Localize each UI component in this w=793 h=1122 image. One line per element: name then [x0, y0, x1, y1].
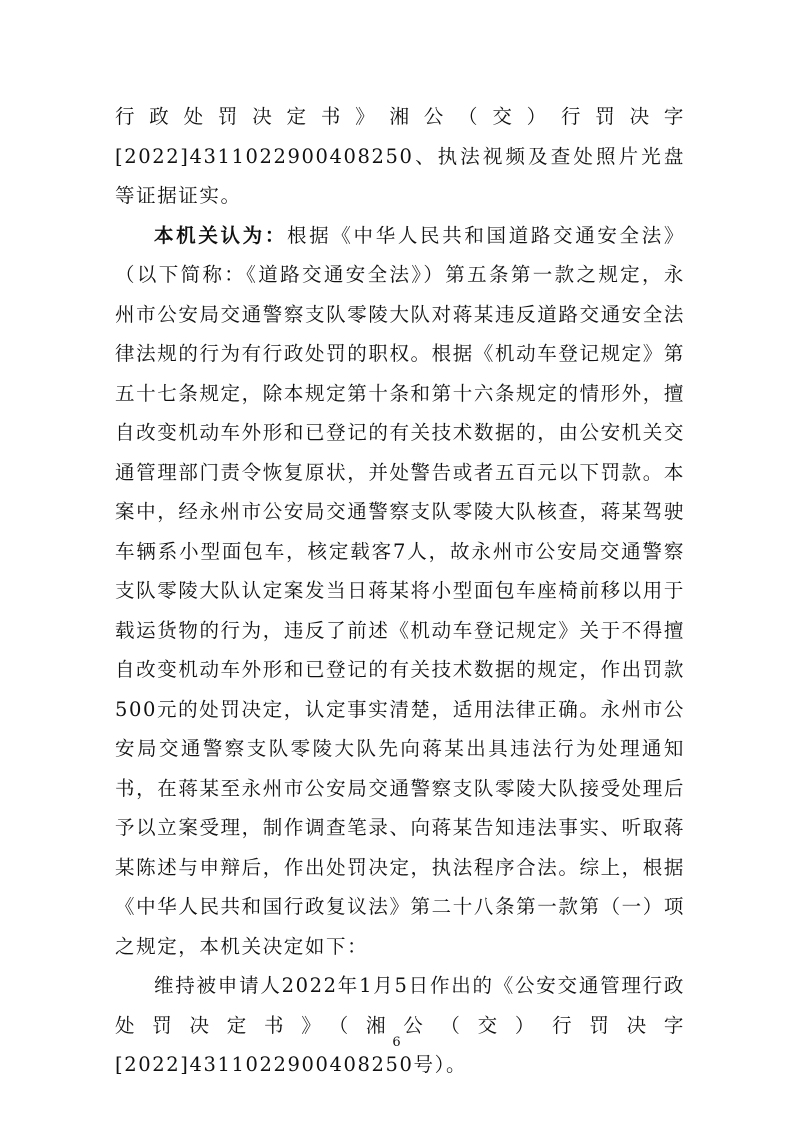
paragraph-decision-text: 维持被申请人2022年1月5日作出的《公安交通管理行政处罚决定书》（湘公（交）行罚决字[2022]4311022900408250号）。 [115, 974, 685, 1076]
paragraph-evidence [115, 97, 685, 216]
body-text [115, 97, 685, 1085]
paragraph-evidence-text: 行政处罚决定书》湘公（交）行罚决字[2022]4311022900408250、执法视频及查处照片光盘等证据证实。 [115, 105, 685, 207]
paragraph-reasoning-text: 根据《中华人民共和国道路交通安全法》（以下简称：《道路交通安全法》）第五条第一款之规定，永州市公安局交通警察支队零陵大队对蒋某违反道路交通安全法律法规的行为有行政处罚的职权。根据《机动车登记规定》第五十七条规定，除本规定第十条和第十六条规定的情形外，擅自改变机动车外形和已登记的有关技术数据的，由公安机关交通管理部门责令恢复原状，并处警告或者五百元以下罚款。本案中，经永州市公安局交通警察支队零陵大队核查，蒋某驾驶车辆系小型面包车，核定载客7人，故永州市公安局交通警察支队零陵大队认定案发当日蒋某将小型面包车座椅前移以用于载运货物的行为，违反了前述《机动车登记规定》关于不得擅自改变机动车外形和已登记的有关技术数据的规定，作出罚款500元的处罚决定，认定事实清楚，适用法律正确。永州市公安局交通警察支队零陵大队先向蒋某出具违法行为处理通知书，在蒋某至永州市公安局交通警察支队零陵大队接受处理后予以立案受理，制作调查笔录、向蒋某告知违法事实、听取蒋某陈述与申辩后，作出处罚决定，执法程序合法。综上，根据《中华人民共和国行政复议法》第二十八条第一款第（一）项之规定，本机关决定如下： [115, 223, 685, 958]
reasoning-lead: 本机关认为： [154, 223, 288, 247]
page-number: 6 [392, 1035, 401, 1050]
paragraph-decision [115, 966, 685, 1085]
paragraph-reasoning [115, 216, 685, 967]
